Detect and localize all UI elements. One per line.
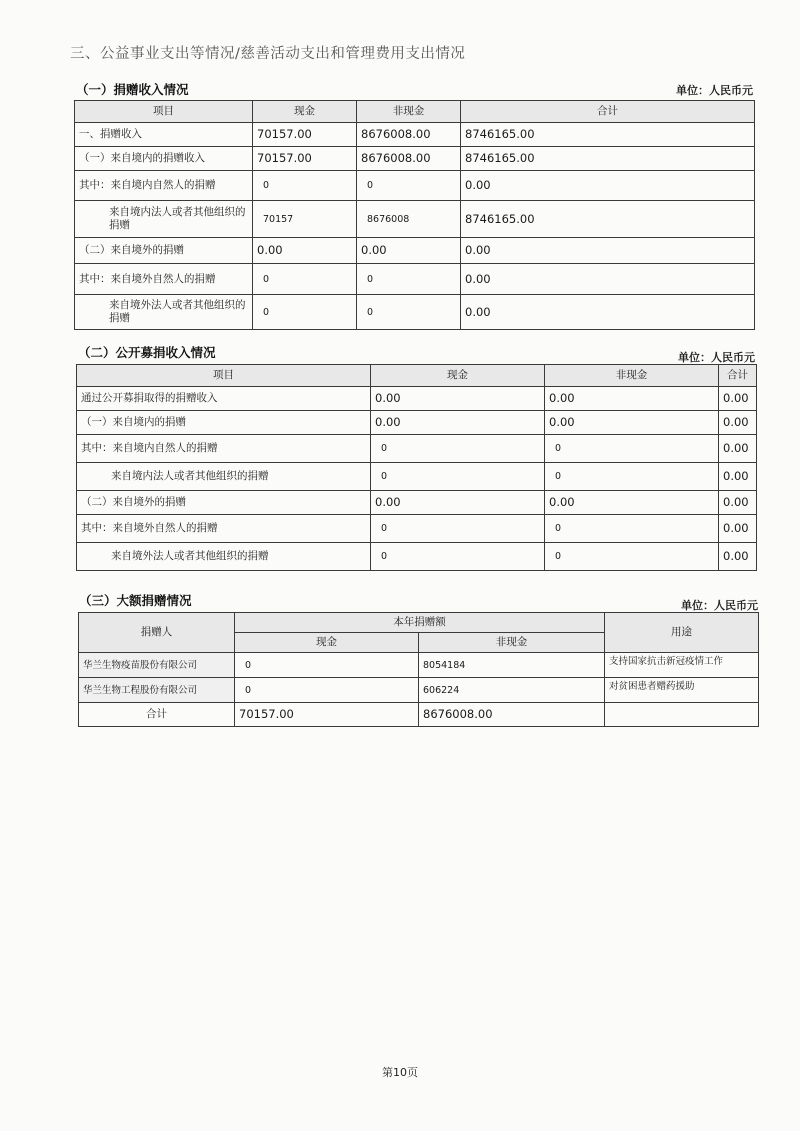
row-item: 来自境内法人或者其他组织的捐赠: [75, 201, 253, 238]
table-row: [79, 653, 759, 678]
row-donor: 华兰生物疫苗股份有限公司: [79, 653, 235, 678]
row-item: （二）来自境外的捐赠: [75, 238, 253, 264]
row-purpose: 对贫困患者赠药援助: [605, 678, 759, 703]
row-cash: 0.00: [371, 491, 545, 515]
row-item: 来自境外法人或者其他组织的捐赠: [75, 295, 253, 330]
section3-unit: 单位：人民币元: [681, 599, 758, 612]
row-cash: 0.00: [371, 411, 545, 435]
table-header-row: [77, 365, 757, 387]
row-item: 其中：来自境外自然人的捐赠: [75, 264, 253, 295]
row-noncash: 8676008: [357, 201, 461, 238]
row-noncash: 0.00: [357, 238, 461, 264]
row-item: （一）来自境内的捐赠收入: [75, 147, 253, 171]
row-total: 8746165.00: [461, 123, 755, 147]
row-noncash: 606224: [419, 678, 605, 703]
table-row: [77, 491, 757, 515]
row-total: 8746165.00: [461, 147, 755, 171]
page-number: 第10页: [382, 1066, 418, 1079]
row-total: 0.00: [461, 171, 755, 201]
section2-title: （二）公开募捐收入情况: [78, 345, 216, 360]
table-row: [77, 411, 757, 435]
row-item: 其中：来自境外自然人的捐赠: [77, 515, 371, 543]
row-noncash: 0: [357, 171, 461, 201]
table-row: [77, 515, 757, 543]
row-cash: 0: [371, 435, 545, 463]
row-total: 0.00: [719, 463, 757, 491]
header-purpose: 用途: [605, 613, 759, 653]
row-item: 来自境内法人或者其他组织的捐赠: [77, 463, 371, 491]
table-row: [75, 171, 755, 201]
total-label: 合计: [79, 703, 235, 727]
row-cash: 0: [253, 171, 357, 201]
row-total: 0.00: [461, 295, 755, 330]
table-row: [79, 678, 759, 703]
row-cash: 0: [253, 264, 357, 295]
row-cash: 70157: [253, 201, 357, 238]
row-cash: 0.00: [371, 387, 545, 411]
row-cash: 0: [253, 295, 357, 330]
table-header-row: [79, 613, 759, 633]
table-row: [77, 387, 757, 411]
header-donor: 捐赠人: [79, 613, 235, 653]
section2-unit: 单位：人民币元: [678, 351, 755, 364]
table-row: [75, 264, 755, 295]
total-cash: 70157.00: [235, 703, 419, 727]
row-cash: 0: [371, 463, 545, 491]
row-total: 0.00: [719, 543, 757, 571]
header-year-amount: 本年捐赠额: [235, 613, 605, 633]
row-cash: 0: [235, 678, 419, 703]
row-total: 0.00: [719, 515, 757, 543]
table-row: [75, 295, 755, 330]
row-cash: 0: [235, 653, 419, 678]
row-total: 0.00: [719, 491, 757, 515]
row-total: 0.00: [461, 264, 755, 295]
row-cash: 70157.00: [253, 123, 357, 147]
row-purpose: 支持国家抗击新冠疫情工作: [605, 653, 759, 678]
row-item: 其中：来自境内自然人的捐赠: [77, 435, 371, 463]
row-total: 8746165.00: [461, 201, 755, 238]
row-noncash: 0.00: [545, 411, 719, 435]
table-header-row: [75, 101, 755, 123]
header-item: 项目: [77, 365, 371, 387]
header-total: 合计: [461, 101, 755, 123]
header-noncash: 非现金: [545, 365, 719, 387]
header-total: 合计: [719, 365, 757, 387]
table-row: [75, 201, 755, 238]
header-noncash: 非现金: [419, 633, 605, 653]
row-noncash: 8054184: [419, 653, 605, 678]
table-row: [75, 238, 755, 264]
public-fundraising-table: [76, 364, 757, 571]
row-noncash: 0: [357, 295, 461, 330]
table-row: [77, 543, 757, 571]
table-row: [75, 123, 755, 147]
row-noncash: 8676008.00: [357, 123, 461, 147]
row-noncash: 0: [357, 264, 461, 295]
row-total: 0.00: [719, 411, 757, 435]
total-purpose: [605, 703, 759, 727]
row-cash: 0: [371, 515, 545, 543]
large-donations-table: [78, 612, 759, 727]
table-row: [77, 463, 757, 491]
page-title: 三、公益事业支出等情况/慈善活动支出和管理费用支出情况: [70, 46, 466, 62]
table-row: [77, 435, 757, 463]
table-row: [75, 147, 755, 171]
row-item: 一、捐赠收入: [75, 123, 253, 147]
header-cash: 现金: [253, 101, 357, 123]
row-item: 其中：来自境内自然人的捐赠: [75, 171, 253, 201]
row-cash: 70157.00: [253, 147, 357, 171]
header-item: 项目: [75, 101, 253, 123]
row-total: 0.00: [719, 387, 757, 411]
row-cash: 0: [371, 543, 545, 571]
table-total-row: [79, 703, 759, 727]
row-noncash: 0: [545, 435, 719, 463]
section3-title: （三）大额捐赠情况: [79, 593, 192, 608]
row-cash: 0.00: [253, 238, 357, 264]
row-total: 0.00: [719, 435, 757, 463]
header-cash: 现金: [235, 633, 419, 653]
row-noncash: 8676008.00: [357, 147, 461, 171]
row-noncash: 0: [545, 543, 719, 571]
donation-income-table: [74, 100, 755, 330]
row-item: 来自境外法人或者其他组织的捐赠: [77, 543, 371, 571]
row-item: （一）来自境内的捐赠: [77, 411, 371, 435]
header-noncash: 非现金: [357, 101, 461, 123]
row-total: 0.00: [461, 238, 755, 264]
row-noncash: 0.00: [545, 491, 719, 515]
row-noncash: 0: [545, 463, 719, 491]
row-item: （二）来自境外的捐赠: [77, 491, 371, 515]
row-noncash: 0.00: [545, 387, 719, 411]
total-noncash: 8676008.00: [419, 703, 605, 727]
row-donor: 华兰生物工程股份有限公司: [79, 678, 235, 703]
header-cash: 现金: [371, 365, 545, 387]
section1-title: （一）捐赠收入情况: [76, 82, 189, 97]
section1-unit: 单位：人民币元: [676, 84, 753, 97]
row-noncash: 0: [545, 515, 719, 543]
row-item: 通过公开募捐取得的捐赠收入: [77, 387, 371, 411]
